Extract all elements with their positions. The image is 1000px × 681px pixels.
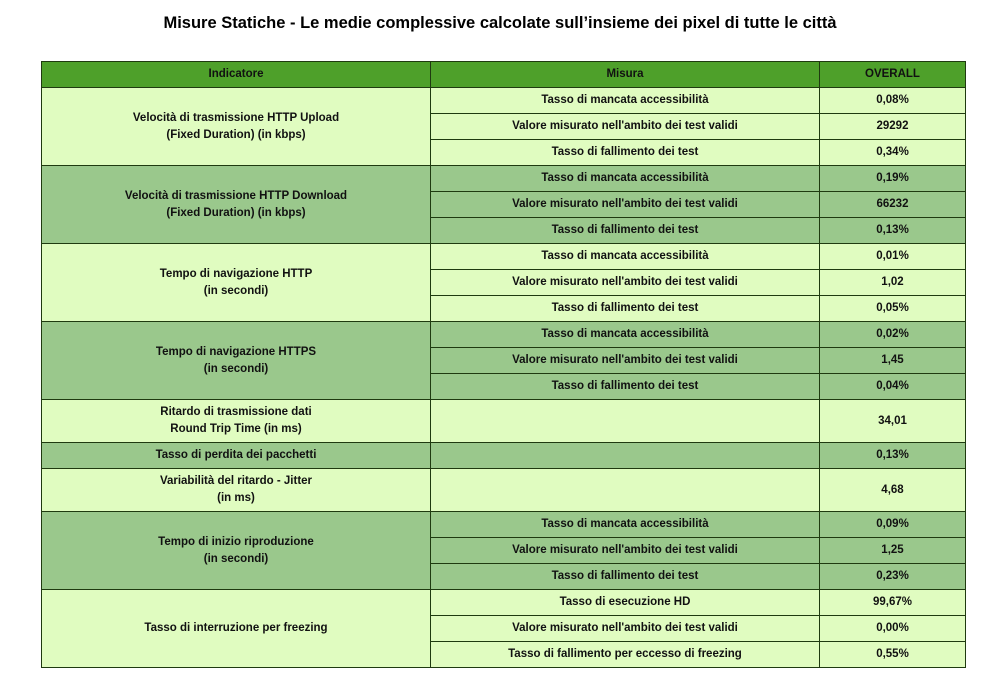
indicator-label: Tempo di navigazione HTTPS (in secondi) (155, 345, 317, 375)
measure-cell: Tasso di mancata accessibilità (431, 322, 820, 348)
table-row (42, 244, 966, 270)
indicator-cell (42, 88, 431, 166)
indicator-cell (42, 443, 431, 469)
overall-value-cell: 0,09% (820, 512, 966, 538)
overall-value-cell: 0,05% (820, 296, 966, 322)
overall-value-cell: 0,04% (820, 374, 966, 400)
overall-value-cell: 0,34% (820, 140, 966, 166)
measure-cell (431, 443, 820, 469)
table-row (42, 400, 966, 443)
indicator-cell (42, 322, 431, 400)
measure-cell: Tasso di mancata accessibilità (431, 244, 820, 270)
indicator-label: Tempo di inizio riproduzione (in secondi) (158, 535, 314, 565)
table-row (42, 590, 966, 616)
header-indicatore: Indicatore (42, 62, 431, 88)
measure-cell: Tasso di mancata accessibilità (431, 512, 820, 538)
indicator-cell (42, 400, 431, 443)
page-title: Misure Statiche - Le medie complessive calcolate sull’insieme dei pixel di tutte le città (163, 14, 837, 32)
overall-value-cell: 1,25 (820, 538, 966, 564)
measure-cell (431, 400, 820, 443)
indicator-cell (42, 469, 431, 512)
indicator-label: Tasso di perdita dei pacchetti (155, 449, 317, 461)
indicator-label: Ritardo di trasmissione dati Round Trip Time (in ms) (160, 406, 312, 435)
overall-value-cell: 99,67% (820, 590, 966, 616)
indicator-label: Tasso di interruzione per freezing (144, 622, 328, 634)
table-row (42, 443, 966, 469)
indicator-label: Velocità di trasmissione HTTP Download (Fixed Duration) (in kbps) (124, 189, 348, 219)
overall-value-cell: 0,00% (820, 616, 966, 642)
measure-cell: Tasso di fallimento dei test (431, 218, 820, 244)
measure-cell: Valore misurato nell'ambito dei test validi (431, 538, 820, 564)
measure-cell: Tasso di fallimento per eccesso di freezing (431, 642, 820, 668)
overall-value-cell: 1,02 (820, 270, 966, 296)
overall-value-cell: 0,13% (820, 443, 966, 469)
indicator-label: Variabilità del ritardo - Jitter (in ms) (159, 475, 313, 504)
measure-cell: Valore misurato nell'ambito dei test validi (431, 270, 820, 296)
measure-cell: Valore misurato nell'ambito dei test validi (431, 616, 820, 642)
table-row (42, 512, 966, 538)
table-row (42, 166, 966, 192)
overall-value-cell: 0,01% (820, 244, 966, 270)
overall-value-cell: 0,19% (820, 166, 966, 192)
overall-value-cell: 29292 (820, 114, 966, 140)
overall-value-cell: 34,01 (820, 400, 966, 443)
overall-value-cell: 0,23% (820, 564, 966, 590)
overall-value-cell: 0,13% (820, 218, 966, 244)
measure-cell: Tasso di mancata accessibilità (431, 166, 820, 192)
statistics-table (41, 61, 966, 668)
measure-cell: Valore misurato nell'ambito dei test validi (431, 114, 820, 140)
measure-cell: Tasso di fallimento dei test (431, 296, 820, 322)
indicator-cell (42, 244, 431, 322)
indicator-label: Tempo di navigazione HTTP (in secondi) (159, 267, 313, 297)
measure-cell: Tasso di mancata accessibilità (431, 88, 820, 114)
table-row (42, 88, 966, 114)
measure-cell: Tasso di fallimento dei test (431, 374, 820, 400)
overall-value-cell: 66232 (820, 192, 966, 218)
header-overall: OVERALL (820, 62, 966, 88)
table-header (42, 62, 966, 88)
overall-value-cell: 1,45 (820, 348, 966, 374)
table-row (42, 322, 966, 348)
header-misura: Misura (431, 62, 820, 88)
overall-value-cell: 0,02% (820, 322, 966, 348)
table-row (42, 469, 966, 512)
overall-value-cell: 0,08% (820, 88, 966, 114)
measure-cell: Valore misurato nell'ambito dei test validi (431, 192, 820, 218)
measure-cell: Tasso di esecuzione HD (431, 590, 820, 616)
measure-cell: Valore misurato nell'ambito dei test validi (431, 348, 820, 374)
overall-value-cell: 4,68 (820, 469, 966, 512)
indicator-cell (42, 512, 431, 590)
indicator-label: Velocità di trasmissione HTTP Upload (Fixed Duration) (in kbps) (132, 111, 340, 141)
overall-value-cell: 0,55% (820, 642, 966, 668)
measure-cell: Tasso di fallimento dei test (431, 140, 820, 166)
measure-cell: Tasso di fallimento dei test (431, 564, 820, 590)
table-body (42, 88, 966, 668)
header-row (42, 62, 966, 88)
indicator-cell (42, 166, 431, 244)
indicator-cell (42, 590, 431, 668)
measure-cell (431, 469, 820, 512)
